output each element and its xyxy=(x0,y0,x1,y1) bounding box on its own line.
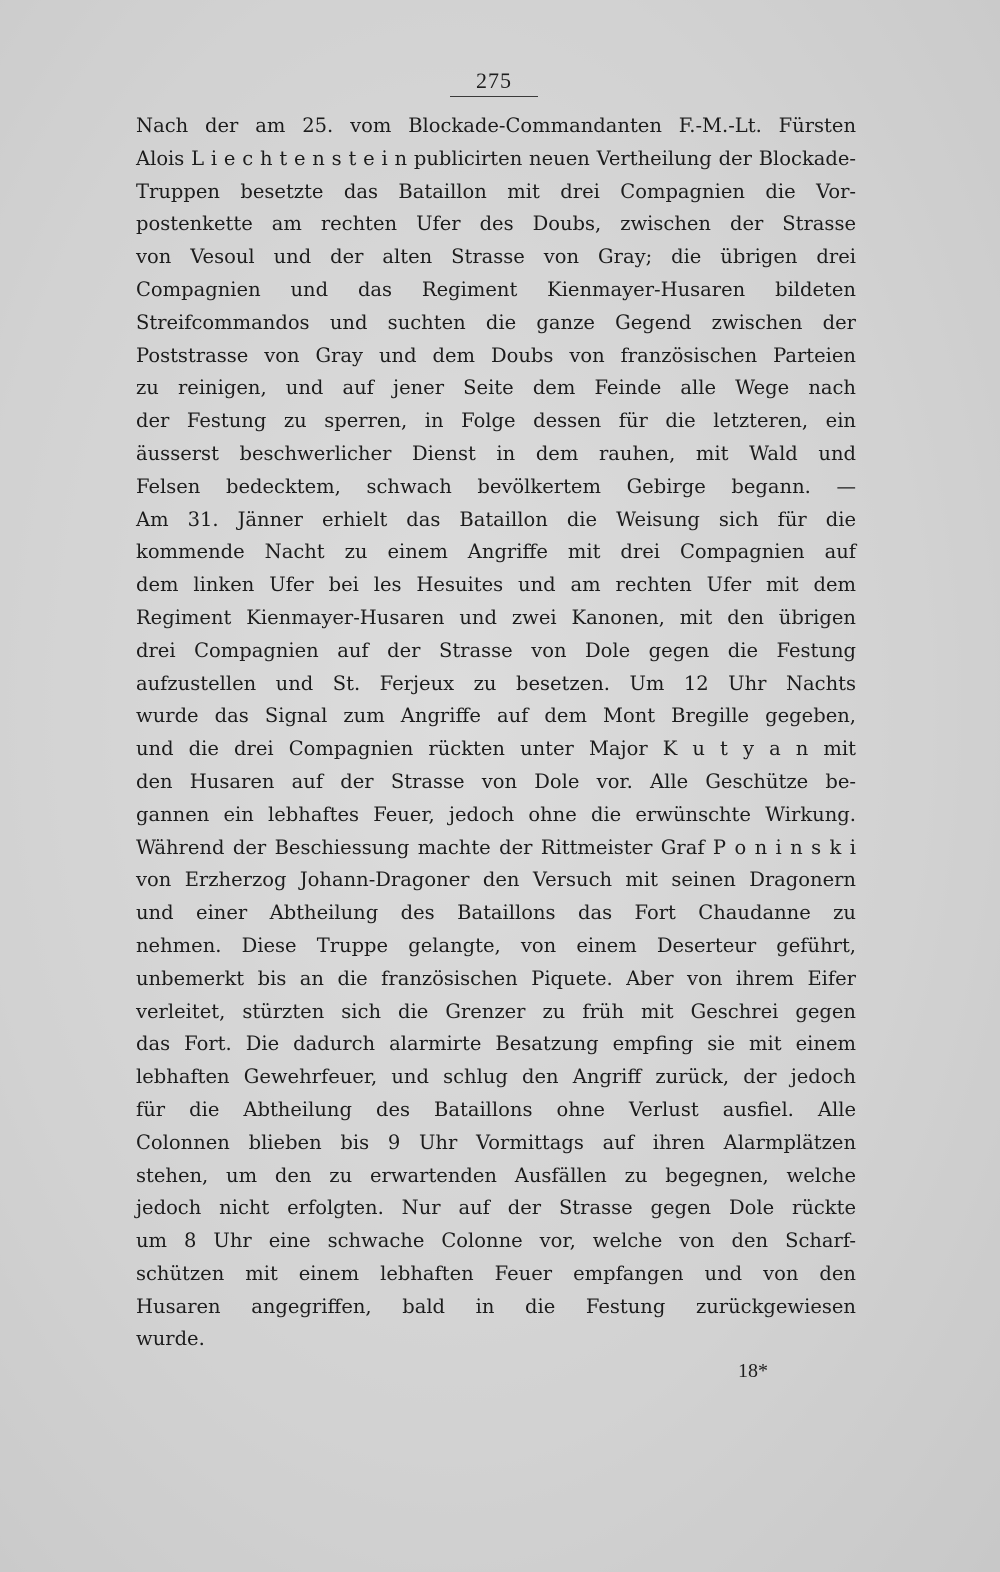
text-line: von Vesoul und der alten Strasse von Gray; die übrigen drei xyxy=(136,245,856,269)
text-line: äusserst beschwerlicher Dienst in dem rauhen, mit Wald und xyxy=(136,441,856,465)
text-line: aufzustellen und St. Ferjeux zu besetzen. Um 12 Uhr Nachts xyxy=(136,671,856,695)
text-line: nehmen. Diese Truppe gelangte, von einem Deserteur geführt, xyxy=(136,933,856,957)
text-line: dem linken Ufer bei les Hesuites und am rechten Ufer mit dem xyxy=(136,573,856,597)
text-line-final: wurde. xyxy=(136,1327,205,1351)
text-line: jedoch nicht erfolgten. Nur auf der Strasse gegen Dole rückte xyxy=(136,1196,856,1220)
body-text xyxy=(136,110,856,1356)
text-line: unbemerkt bis an die französischen Piquete. Aber von ihrem Eifer xyxy=(136,966,856,990)
text-line: um 8 Uhr eine schwache Colonne vor, welche von den Scharf- xyxy=(136,1229,856,1253)
text-line: Am 31. Jänner erhielt das Bataillon die Weisung sich für die xyxy=(136,507,856,531)
text-line: von Erzherzog Johann-Dragoner den Versuch mit seinen Dragonern xyxy=(136,868,856,892)
header-rule xyxy=(450,96,538,97)
text-line: gannen ein lebhaftes Feuer, jedoch ohne die erwünschte Wirkung. xyxy=(136,802,856,826)
signature-mark: 18* xyxy=(738,1360,768,1382)
text-line: Compagnien und das Regiment Kienmayer-Husaren bildeten xyxy=(136,277,856,301)
text-line: Husaren angegriffen, bald in die Festung zurückgewiesen xyxy=(136,1294,856,1318)
text-line: das Fort. Die dadurch alarmirte Besatzung empfing sie mit einem xyxy=(136,1032,856,1056)
text-line: lebhaften Gewehrfeuer, und schlug den Angriff zurück, der jedoch xyxy=(136,1065,856,1089)
text-line: Streifcommandos und suchten die ganze Gegend zwischen der xyxy=(136,310,856,334)
text-line: Felsen bedecktem, schwach bevölkertem Gebirge begann. — xyxy=(136,474,856,498)
text-line: und einer Abtheilung des Bataillons das Fort Chaudanne zu xyxy=(136,901,856,925)
text-line: für die Abtheilung des Bataillons ohne Verlust ausfiel. Alle xyxy=(136,1097,856,1121)
text-line: drei Compagnien auf der Strasse von Dole gegen die Festung xyxy=(136,638,856,662)
text-line: verleitet, stürzten sich die Grenzer zu früh mit Geschrei gegen xyxy=(136,999,856,1023)
text-line: Colonnen blieben bis 9 Uhr Vormittags auf ihren Alarmplätzen xyxy=(136,1130,856,1154)
text-line: Nach der am 25. vom Blockade-Commandanten F.-M.-Lt. Fürsten xyxy=(136,114,856,137)
text-line: Alois L i e c h t e n s t e i n publicirten neuen Vertheilung der Blockade- xyxy=(136,146,856,170)
text-line: stehen, um den zu erwartenden Ausfällen zu begegnen, welche xyxy=(136,1163,856,1187)
text-line: zu reinigen, und auf jener Seite dem Feinde alle Wege nach xyxy=(136,376,856,400)
text-line: kommende Nacht zu einem Angriffe mit drei Compagnien auf xyxy=(136,540,856,564)
text-line: Poststrasse von Gray und dem Doubs von französischen Parteien xyxy=(136,343,856,367)
text-line: Regiment Kienmayer-Husaren und zwei Kanonen, mit den übrigen xyxy=(136,605,856,629)
text-line: postenkette am rechten Ufer des Doubs, zwischen der Strasse xyxy=(136,212,856,236)
text-line: Truppen besetzte das Bataillon mit drei Compagnien die Vor- xyxy=(136,179,856,203)
text-line: wurde das Signal zum Angriffe auf dem Mont Bregille gegeben, xyxy=(136,704,856,728)
text-line: und die drei Compagnien rückten unter Major K u t y a n mit xyxy=(136,737,856,761)
text-line: den Husaren auf der Strasse von Dole vor. Alle Geschütze be- xyxy=(136,769,856,793)
text-line: schützen mit einem lebhaften Feuer empfangen und von den xyxy=(136,1261,856,1285)
text-line: Während der Beschiessung machte der Rittmeister Graf P o n i n s k i xyxy=(136,835,856,859)
page-number: 275 xyxy=(476,68,512,93)
text-line: der Festung zu sperren, in Folge dessen für die letzteren, ein xyxy=(136,409,856,433)
